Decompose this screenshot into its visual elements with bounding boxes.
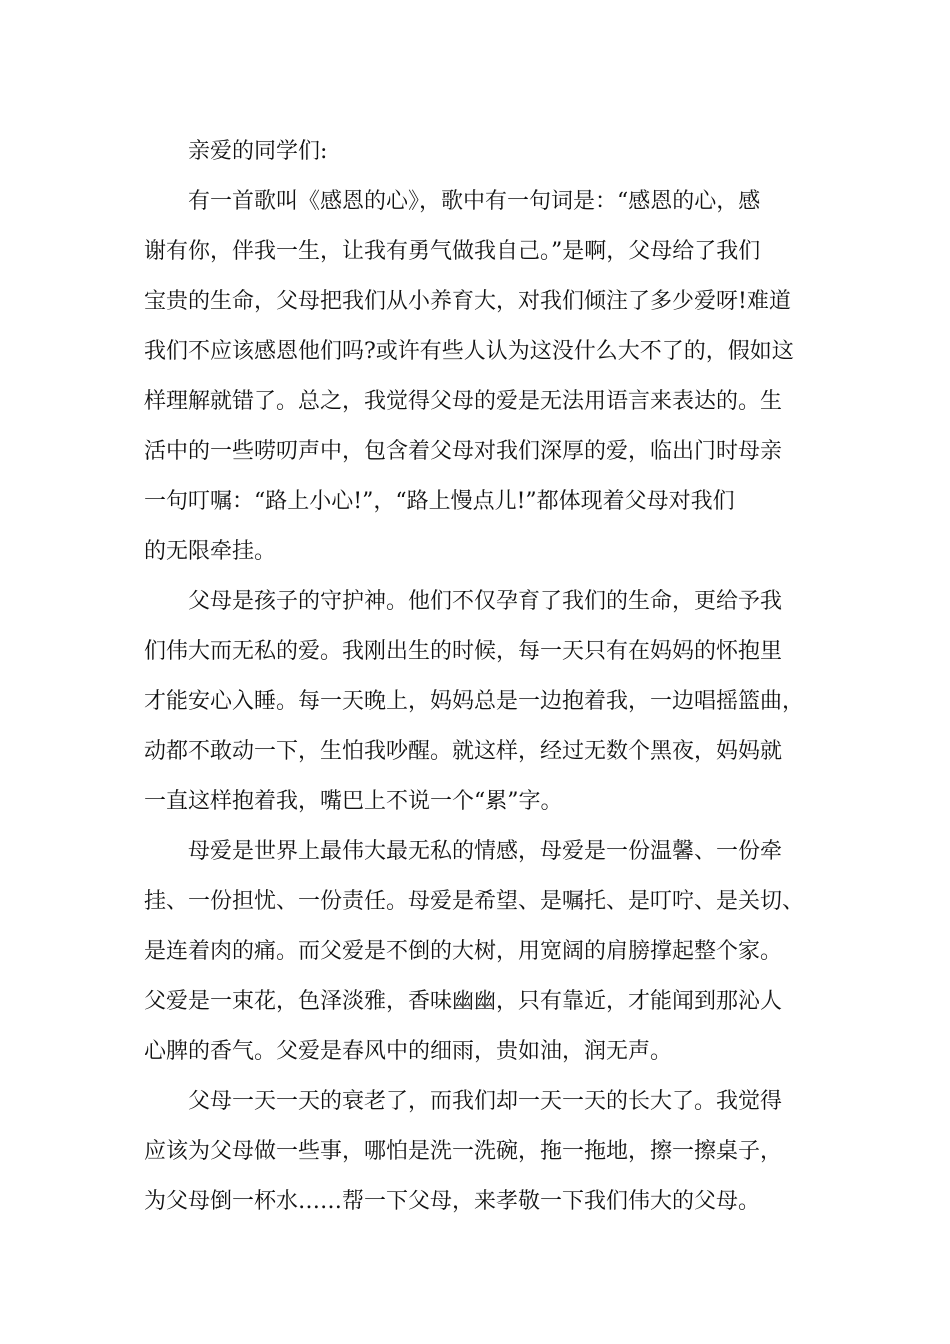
paragraph-3	[144, 827, 824, 1077]
paragraph-line: 心脾的香气。父爱是春风中的细雨，贵如油，润无声。	[144, 1039, 673, 1064]
paragraph-line: 为父母倒一杯水……帮一下父母，来孝敬一下我们伟大的父母。	[144, 1189, 761, 1214]
paragraph-line: 一句叮嘱：“路上小心!”，“路上慢点儿!”都体现着父母对我们	[144, 489, 735, 514]
greeting: 亲爱的同学们:	[188, 139, 328, 164]
paragraph-line: 一直这样抱着我，嘴巴上不说一个“累”字。	[144, 789, 563, 814]
paragraph-1	[144, 177, 824, 577]
paragraph-line: 的无限牵挂。	[144, 539, 277, 564]
paragraph-line: 挂、一份担忧、一份责任。母爱是希望、是嘱托、是叮咛、是关切、	[144, 889, 805, 914]
document-body	[144, 127, 824, 1227]
paragraph-line: 有一首歌叫《感恩的心》，歌中有一句词是：“感恩的心，感	[188, 189, 761, 214]
paragraph-line: 是连着肉的痛。而父爱是不倒的大树，用宽阔的肩膀撑起整个家。	[144, 939, 783, 964]
paragraph-line: 应该为父母做一些事，哪怕是洗一洗碗，拖一拖地，擦一擦桌子，	[144, 1139, 783, 1164]
paragraph-line: 父母是孩子的守护神。他们不仅孕育了我们的生命，更给予我	[188, 589, 783, 614]
paragraph-line: 们伟大而无私的爱。我刚出生的时候，每一天只有在妈妈的怀抱里	[144, 639, 783, 664]
paragraph-line: 父母一天一天的衰老了，而我们却一天一天的长大了。我觉得	[188, 1089, 783, 1114]
paragraph-line: 动都不敢动一下，生怕我吵醒。就这样，经过无数个黑夜，妈妈就	[144, 739, 783, 764]
paragraph-line: 活中的一些唠叨声中，包含着父母对我们深厚的爱，临出门时母亲	[144, 439, 783, 464]
paragraph-line: 母爱是世界上最伟大最无私的情感，母爱是一份温馨、一份牵	[188, 839, 783, 864]
paragraph-line: 谢有你，伴我一生，让我有勇气做我自己。”是啊，父母给了我们	[144, 239, 761, 264]
paragraph-line: 宝贵的生命，父母把我们从小养育大，对我们倾注了多少爱呀!难道	[144, 289, 791, 314]
paragraph-line: 才能安心入睡。每一天晚上，妈妈总是一边抱着我，一边唱摇篮曲，	[144, 689, 805, 714]
paragraph-line: 样理解就错了。总之，我觉得父母的爱是无法用语言来表达的。生	[144, 389, 783, 414]
paragraph-4	[144, 1077, 824, 1227]
paragraph-2	[144, 577, 824, 827]
paragraph-line: 父爱是一束花，色泽淡雅，香味幽幽，只有靠近，才能闻到那沁人	[144, 989, 783, 1014]
paragraph-line: 我们不应该感恩他们吗?或许有些人认为这没什么大不了的，假如这	[144, 339, 794, 364]
